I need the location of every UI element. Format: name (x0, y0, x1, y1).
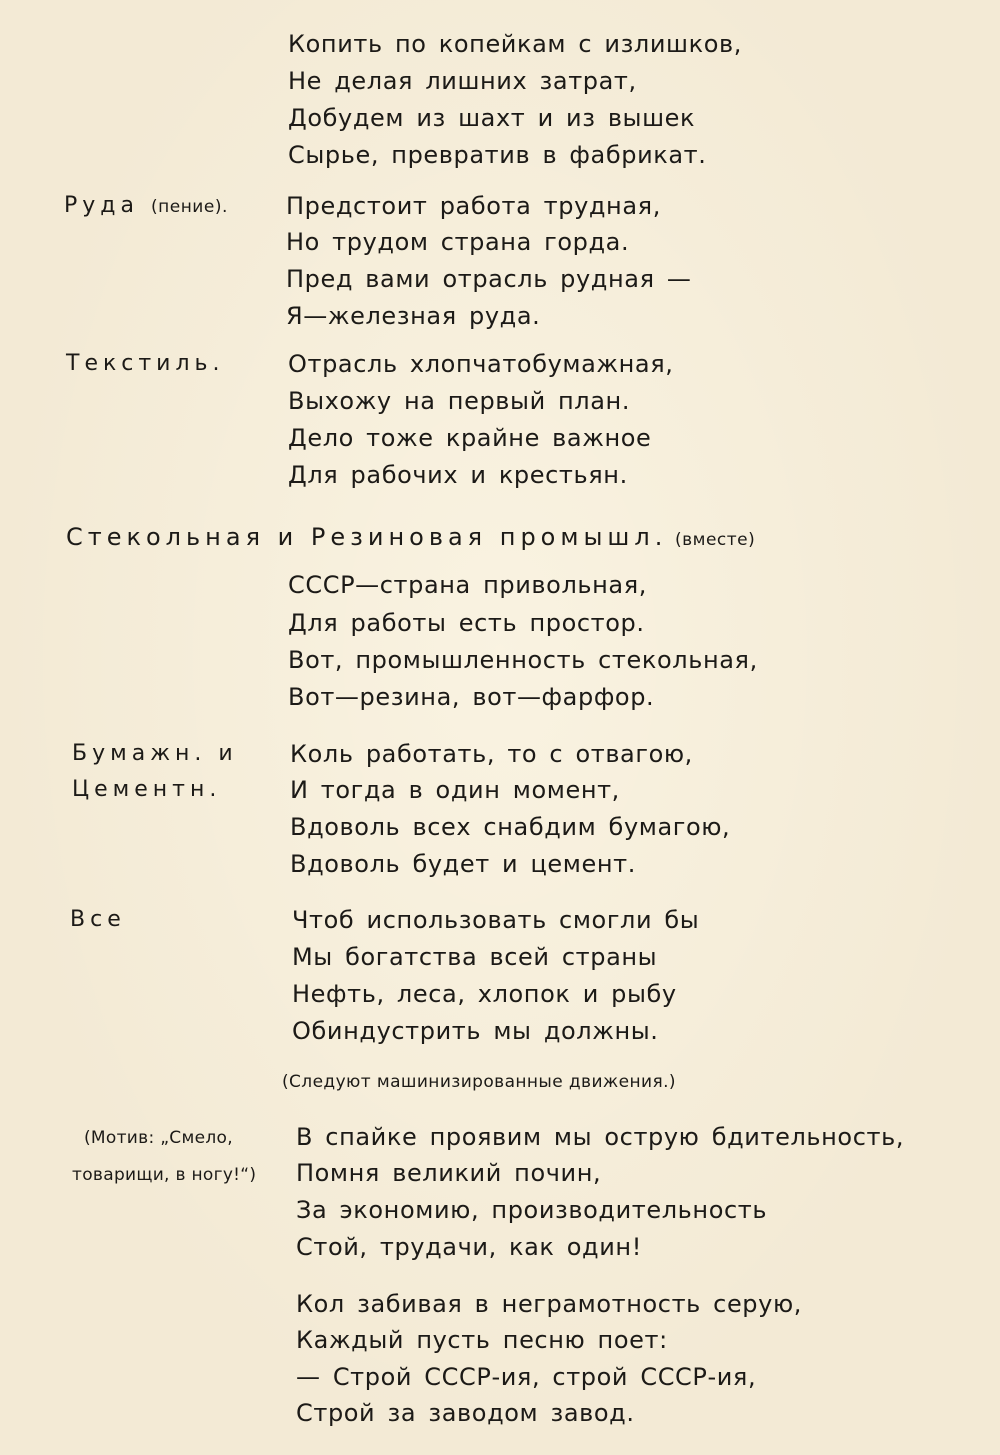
verse-line: Добудем из шахт и из вышек (288, 104, 696, 132)
verse-line: Вот—резина, вот—фарфор. (288, 683, 655, 711)
verse-line: Выхожу на первый план. (288, 387, 631, 415)
speaker-label: Бумажн. и (72, 741, 238, 766)
verse-line: Копить по копейкам с излишков, (288, 30, 742, 58)
verse-line: Мы богатства всей страны (292, 943, 658, 971)
verse-line: Строй за заводом завод. (296, 1399, 635, 1427)
verse-line: Вдоволь всех снабдим бумагою, (290, 813, 731, 841)
verse-line: Нефть, леса, хлопок и рыбу (292, 980, 677, 1008)
verse-line: За экономию, производительность (296, 1196, 768, 1224)
verse-line: Для работы есть простор. (288, 609, 645, 637)
verse-line: Каждый пусть песню поет: (296, 1326, 668, 1354)
verse-line: Предстоит работа трудная, (286, 192, 661, 220)
verse-line: Кол забивая в неграмотность серую, (296, 1290, 802, 1318)
verse-line: Сырье, превратив в фабрикат. (288, 141, 707, 169)
verse-line: Но трудом страна горда. (286, 228, 630, 256)
motive-note: товарищи, в ногу!“) (72, 1165, 257, 1185)
verse-line: СССР—страна привольная, (288, 571, 647, 599)
speaker-note: (пение). (150, 197, 228, 217)
verse-line: Отрасль хлопчатобумажная, (288, 350, 674, 378)
verse-line: И тогда в один момент, (290, 776, 620, 804)
speaker-label: Цементн. (72, 777, 222, 802)
verse-line: Дело тоже крайне важное (288, 424, 652, 452)
verse-line: Стой, трудачи, как один! (296, 1233, 642, 1261)
speaker-label: Все (70, 907, 126, 932)
stage-direction: (Следуют машинизированные движения.) (282, 1072, 676, 1092)
verse-line: Не делая лишних затрат, (288, 67, 637, 95)
verse-line: В спайке проявим мы острую бдительность, (296, 1123, 905, 1151)
speaker-note: (вместе) (674, 530, 756, 550)
verse-line: Чтоб использовать смогли бы (292, 906, 700, 934)
speaker-label: Руда (пение). (64, 193, 228, 218)
verse-line: Вот, промышленность стекольная, (288, 646, 758, 674)
verse-line: Вдоволь будет и цемент. (290, 850, 636, 878)
verse-line: Пред вами отрасль рудная — (286, 265, 692, 293)
verse-line: Для рабочих и крестьян. (288, 461, 628, 489)
verse-line: — Строй СССР-ия, строй СССР-ия, (296, 1363, 757, 1391)
speaker-label: Текстиль. (66, 351, 225, 376)
motive-note: (Мотив: „Смело, (84, 1128, 233, 1148)
verse-line: Обиндустрить мы должны. (292, 1017, 659, 1045)
verse-line: Помня великий почин, (296, 1159, 602, 1187)
speaker-label: Стекольная и Резиновая промышл. (вместе) (66, 523, 756, 551)
verse-line: Коль работать, то с отвагою, (290, 740, 693, 768)
verse-line: Я—железная руда. (286, 302, 541, 330)
